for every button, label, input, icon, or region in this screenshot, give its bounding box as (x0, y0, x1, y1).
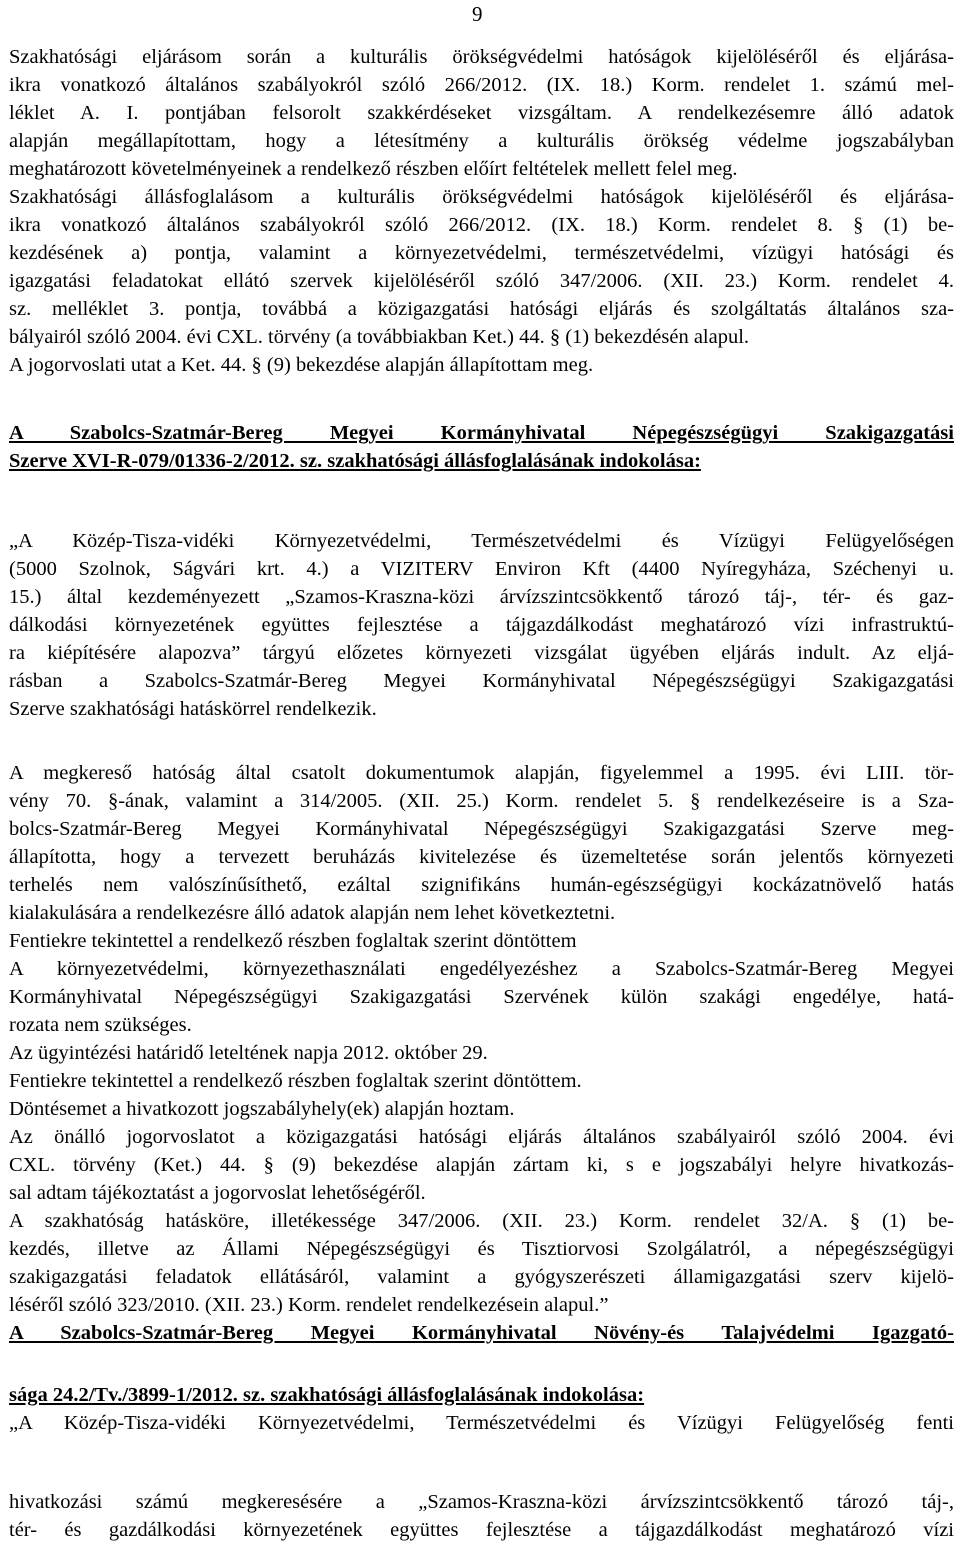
paragraph-line: Kormányhivatal Népegészségügyi Szakigazgatási Szervének külön szakági engedélye, hatá- (9, 986, 954, 1008)
paragraph-line: szakigazgatási feladatok ellátásáról, valamint a gyógyszerészeti államigazgatási szerv kijelö- (9, 1266, 954, 1288)
paragraph-line: léklet A. I. pontjában felsorolt szakkérdéseket vizsgáltam. A rendelkezésemre álló adatok (9, 102, 954, 124)
paragraph-line: A szakhatóság hatásköre, illetékessége 347/2006. (XII. 23.) Korm. rendelet 32/A. § (1) be- (9, 1210, 954, 1232)
paragraph-line: A jogorvoslati utat a Ket. 44. § (9) bekezdése alapján állapítottam meg. (9, 354, 594, 376)
paragraph-line: ra kiépítésére alapozva” tárgyú előzetes környezeti vizsgálat ügyében eljárás indult. Az eljá- (9, 642, 954, 664)
paragraph-line: kialakulására a rendelkezésre álló adatok alapján nem lehet következtetni. (9, 902, 616, 924)
paragraph-line: (5000 Szolnok, Ságvári krt. 4.) a VIZITERV Environ Kft (4400 Nyíregyháza, Széchenyi u. (9, 558, 954, 580)
paragraph-line: léséről szóló 323/2010. (XII. 23.) Korm. rendelet rendelkezésein alapul.” (9, 1294, 609, 1316)
paragraph-line: alapján megállapítottam, hogy a létesítmény a kulturális örökség védelme jogszabályban (9, 130, 954, 152)
paragraph-line: Döntésemet a hivatkozott jogszabályhely(ek) alapján hoztam. (9, 1098, 515, 1120)
paragraph-line: rásban a Szabolcs-Szatmár-Bereg Megyei Kormányhivatal Népegészségügyi Szakigazgatási (9, 670, 954, 692)
paragraph-line: kezdésének a) pontja, valamint a környezetvédelmi, természetvédelmi, vízügyi hatósági és (9, 242, 954, 264)
paragraph-line: meghatározott követelményeinek a rendelkező részben előírt feltételek mellett felel meg. (9, 158, 738, 180)
page-number: 9 (472, 2, 483, 26)
paragraph-line: A környezetvédelmi, környezethasználati engedélyezéshez a Szabolcs-Szatmár-Bereg Megyei (9, 958, 954, 980)
paragraph-line: 15.) által kezdeményezett „Szamos-Kraszna-közi árvízszintcsökkentő tározó táj-, tér- és gaz- (9, 586, 954, 608)
paragraph-line: CXL. törvény (Ket.) 44. § (9) bekezdése alapján zártam ki, s e jogszabályi helyre hivatkozás- (9, 1154, 954, 1176)
paragraph-line: A megkereső hatóság által csatolt dokumentumok alapján, figyelemmel a 1995. évi LIII. tör- (9, 762, 954, 784)
paragraph-line: ikra vonatkozó általános szabályokról szóló 266/2012. (IX. 18.) Korm. rendelet 8. § (1) be- (9, 214, 954, 236)
paragraph-line: állapította, hogy a tervezett beruházás kivitelezése és üzemeltetése során jelentős környezeti (9, 846, 954, 868)
paragraph-line: Szakhatósági eljárásom során a kulturális örökségvédelmi hatóságok kijelöléséről és eljárása- (9, 46, 954, 68)
section-heading-line: A Szabolcs-Szatmár-Bereg Megyei Kormányhivatal Népegészségügyi Szakigazgatási (9, 422, 954, 444)
paragraph-line: Szerve szakhatósági hatáskörrel rendelkezik. (9, 698, 377, 720)
paragraph-line: rozata nem szükséges. (9, 1014, 192, 1036)
paragraph-line: ikra vonatkozó általános szabályokról szóló 266/2012. (IX. 18.) Korm. rendelet 1. számú mel- (9, 74, 954, 96)
paragraph-line: Fentiekre tekintettel a rendelkező részben foglaltak szerint döntöttem (9, 930, 577, 952)
paragraph-line: igazgatási feladatokat ellátó szervek kijelöléséről szóló 347/2006. (XII. 23.) Korm. rendelet 4. (9, 270, 954, 292)
paragraph-line: vény 70. §-ának, valamint a 314/2005. (XII. 25.) Korm. rendelet 5. § rendelkezéseire is a Sza- (9, 790, 954, 812)
paragraph-line: terhelés nem valószínűsíthető, ezáltal szignifikáns humán-egészségügyi kockázatnövelő hatás (9, 874, 954, 896)
section-heading-line: A Szabolcs-Szatmár-Bereg Megyei Kormányhivatal Növény-és Talajvédelmi Igazgató- (9, 1322, 954, 1344)
paragraph-line: „A Közép-Tisza-vidéki Környezetvédelmi, Természetvédelmi és Vízügyi Felügyelőségen (9, 530, 954, 552)
paragraph-line: Fentiekre tekintettel a rendelkező részben foglaltak szerint döntöttem. (9, 1070, 582, 1092)
section-heading-line: Szerve XVI-R-079/01336-2/2012. sz. szakhatósági állásfoglalásának indokolása: (9, 450, 701, 472)
paragraph-line: kezdés, illetve az Állami Népegészségügyi és Tisztiorvosi Szolgálatról, a népegészségügyi (9, 1238, 954, 1260)
paragraph-line: dálkodási környezetének együttes fejlesztése a tájgazdálkodást meghatározó vízi infrastruktú- (9, 614, 954, 636)
paragraph-line: Az ügyintézési határidő leteltének napja 2012. október 29. (9, 1042, 488, 1064)
paragraph-line: hivatkozási számú megkeresésére a „Szamos-Kraszna-közi árvízszintcsökkentő tározó táj-, (9, 1491, 954, 1513)
paragraph-line: sal adtam tájékoztatást a jogorvoslat lehetőségéről. (9, 1182, 426, 1204)
paragraph-line: bályairól szóló 2004. évi CXL. törvény (a továbbiakban Ket.) 44. § (1) bekezdésén alapul. (9, 326, 750, 348)
paragraph-line: bolcs-Szatmár-Bereg Megyei Kormányhivatal Népegészségügyi Szakigazgatási Szerve meg- (9, 818, 954, 840)
paragraph-line: tér- és gazdálkodási környezetének együttes fejlesztése a tájgazdálkodást meghatározó vízi (9, 1519, 954, 1541)
paragraph-line: Az önálló jogorvoslatot a közigazgatási hatósági eljárás általános szabályairól szóló 2004. évi (9, 1126, 954, 1148)
paragraph-line: sz. melléklet 3. pontja, továbbá a közigazgatási hatósági eljárás és szolgáltatás általános sza- (9, 298, 954, 320)
section-heading-line: sága 24.2/Tv./3899-1/2012. sz. szakhatósági állásfoglalásának indokolása: (9, 1384, 645, 1406)
paragraph-line: Szakhatósági állásfoglalásom a kulturális örökségvédelmi hatóságok kijelöléséről és eljárása- (9, 186, 954, 208)
paragraph-line: „A Közép-Tisza-vidéki Környezetvédelmi, Természetvédelmi és Vízügyi Felügyelőség fenti (9, 1412, 954, 1434)
